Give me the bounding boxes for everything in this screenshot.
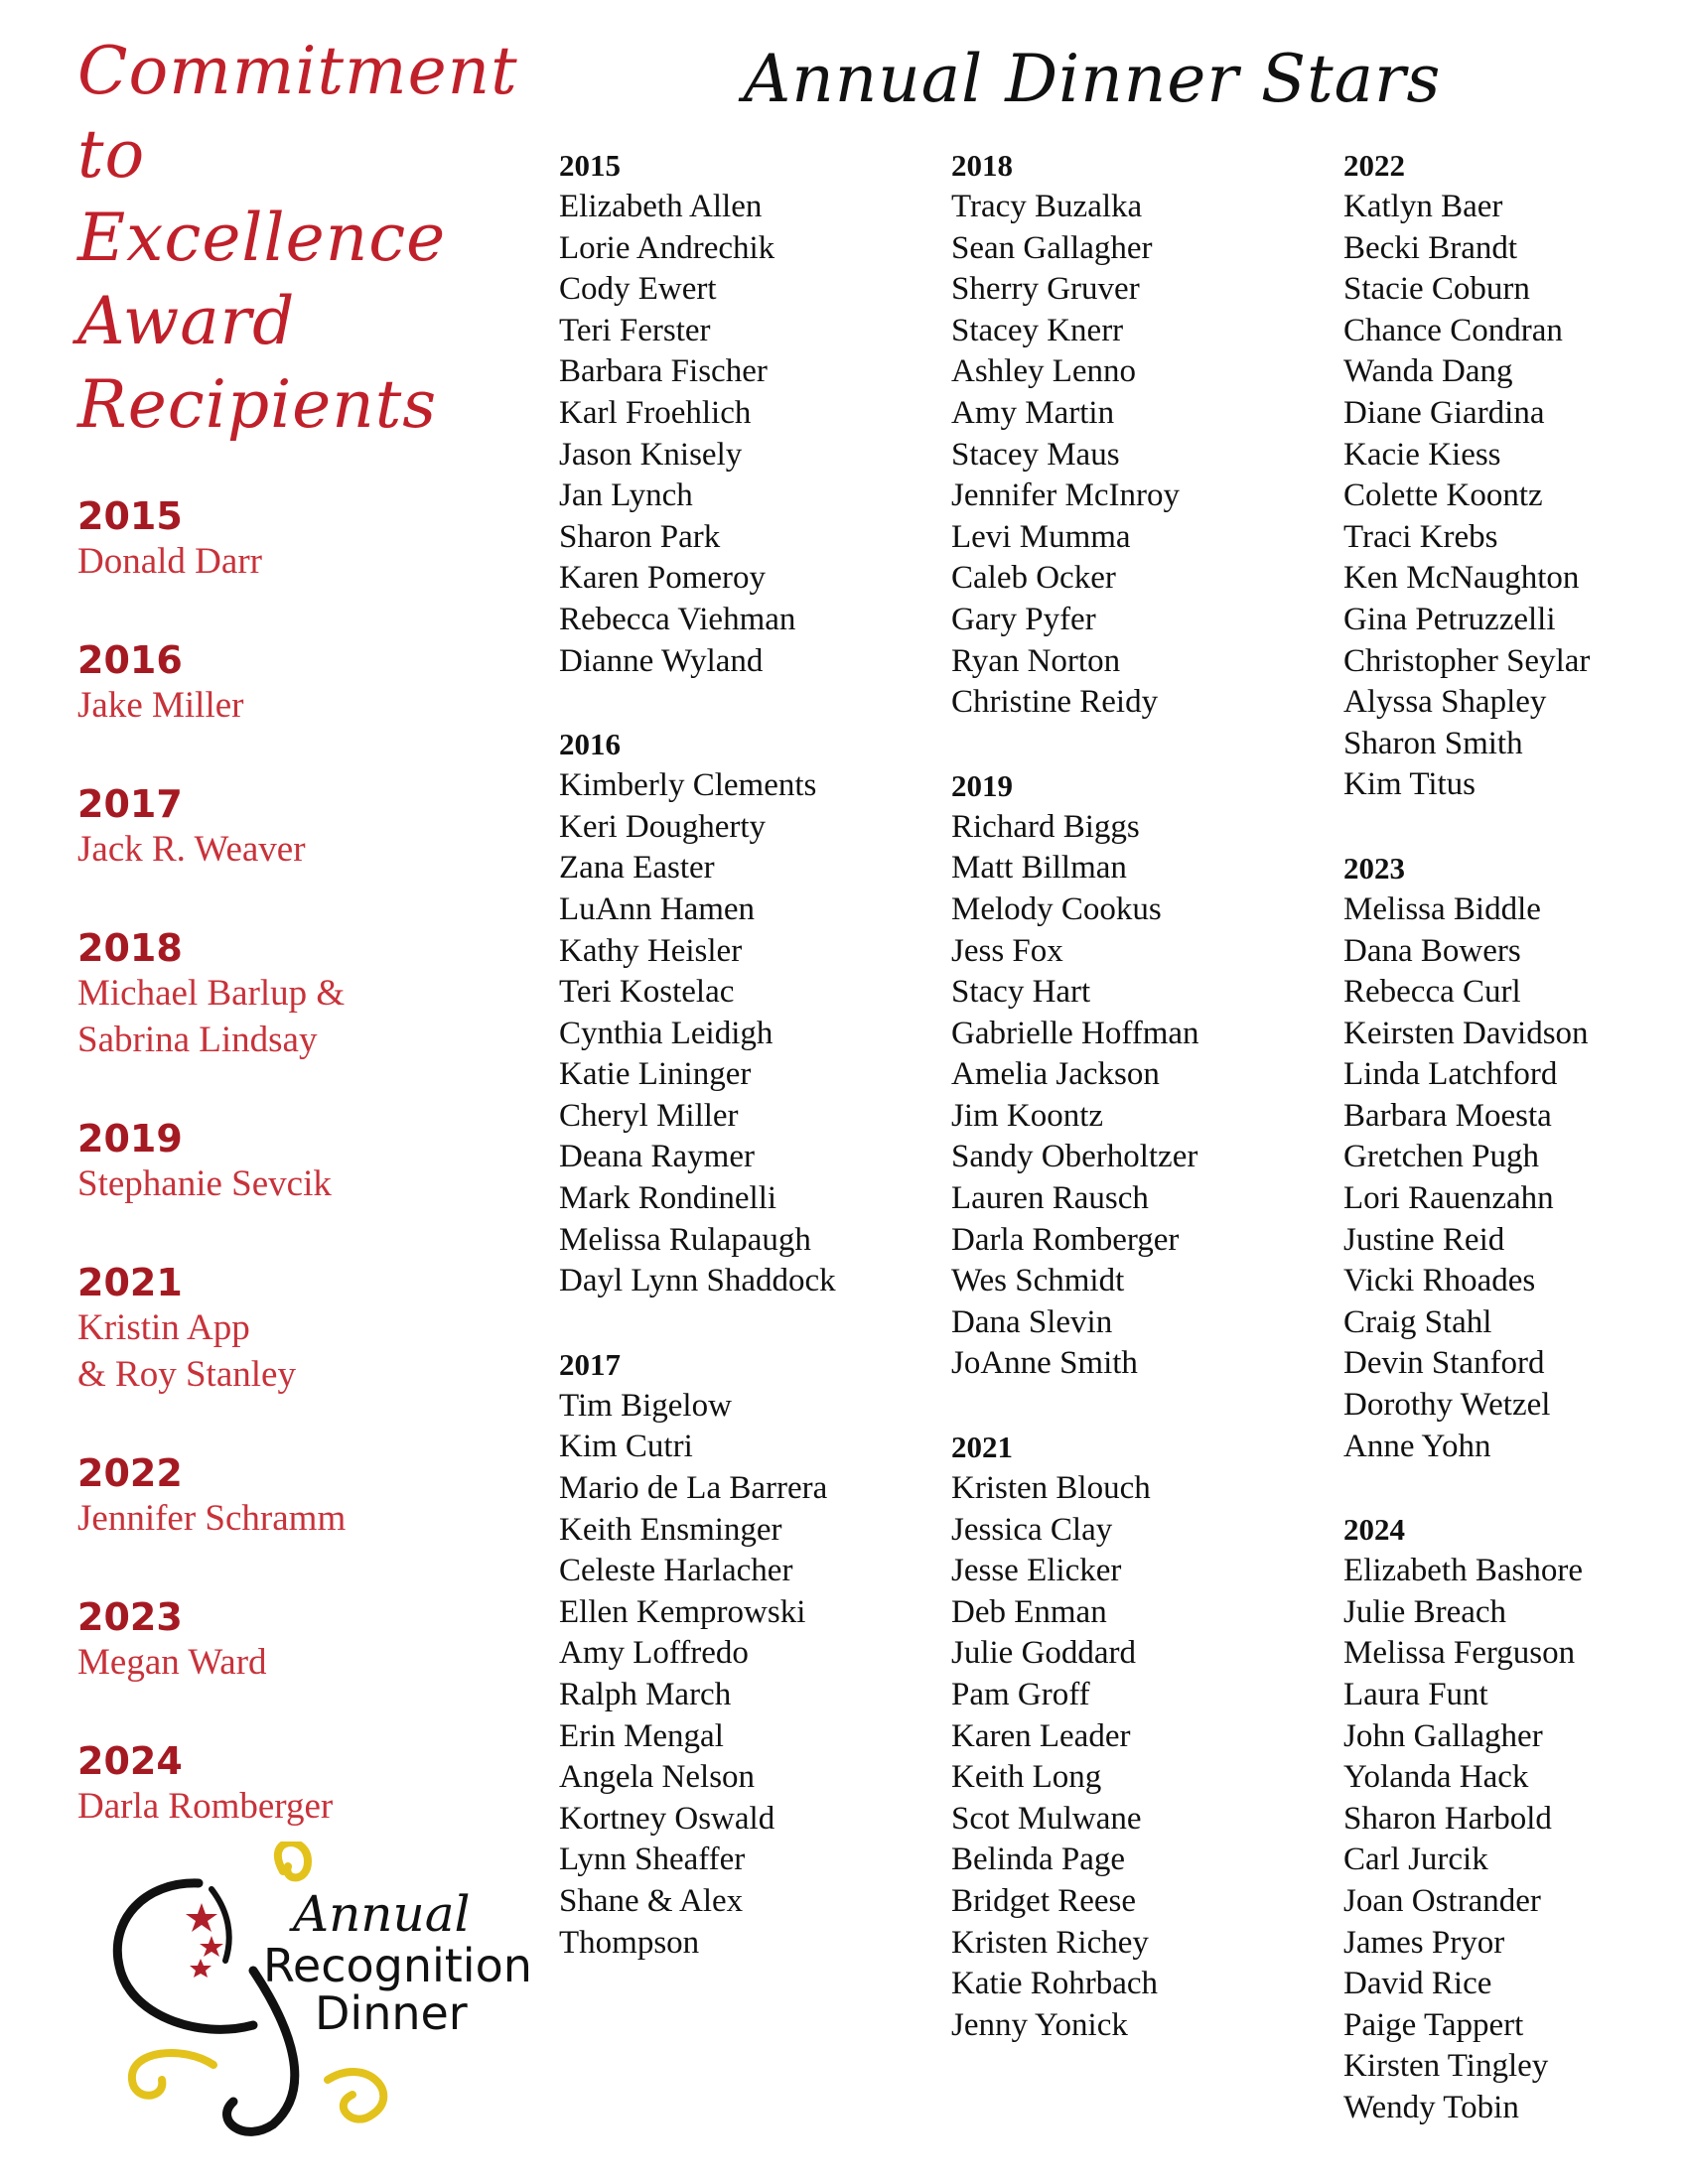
award-year: 2022 (77, 1451, 183, 1495)
star-name: Katie Lininger (559, 1056, 752, 1093)
recognition-dinner-logo (104, 1842, 541, 2149)
star-name: Pam Groff (951, 1677, 1090, 1712)
star-name: Jim Koontz (951, 1097, 1104, 1134)
star-name: Bridget Reese (951, 1882, 1137, 1919)
award-entry (77, 926, 514, 1063)
award-year: 2024 (77, 1739, 183, 1783)
name-list (559, 765, 936, 1302)
logo-star-icon (186, 1903, 217, 1932)
star-name: Barbara Moesta (1343, 1097, 1552, 1134)
star-name: Stacie Coburn (1343, 271, 1530, 308)
star-name: Erin Mengal (559, 1717, 724, 1754)
name-list (1343, 1551, 1688, 2128)
star-name: Sharon Harbold (1343, 1800, 1552, 1837)
star-name: Craig Stahl (1343, 1303, 1492, 1340)
star-name: Levi Mumma (951, 518, 1131, 555)
star-name: Dana Slevin (951, 1303, 1113, 1340)
star-name: Katie Rohrbach (951, 1966, 1159, 2002)
star-name: Matt Billman (951, 850, 1127, 887)
logo-annual-text: Annual (293, 1885, 471, 1943)
star-name: Carl Jurcik (1343, 1842, 1488, 1878)
award-title (77, 30, 518, 447)
logo-gold-swirl (278, 1843, 308, 1877)
award-year: 2017 (77, 782, 183, 826)
star-name: Dorothy Wetzel (1343, 1387, 1551, 1424)
star-name: Lori Rauenzahn (1343, 1180, 1554, 1217)
star-name: Caleb Ocker (951, 560, 1116, 597)
star-name: Amy Loffredo (559, 1635, 749, 1672)
star-name: Dianne Wyland (559, 642, 764, 679)
star-name: Deana Raymer (559, 1139, 755, 1175)
year-group-2024 (1343, 1509, 1688, 2128)
stars-column-3 (1343, 145, 1688, 2171)
star-name: Angela Nelson (559, 1759, 756, 1796)
year-group-2018 (951, 145, 1329, 724)
star-name: Jesse Elicker (951, 1553, 1122, 1589)
award-recipient (77, 826, 514, 873)
award-entry (77, 1451, 514, 1542)
star-name: Lauren Rausch (951, 1180, 1149, 1217)
award-recipient-line: Darla Romberger (77, 1786, 334, 1827)
star-name: Christine Reidy (951, 684, 1159, 721)
star-name: Dana Bowers (1343, 932, 1521, 969)
star-name: Kortney Oswald (559, 1800, 775, 1837)
star-name: Kristen Richey (951, 1924, 1149, 1961)
year-group-2022 (1343, 145, 1688, 806)
star-name: Celeste Harlacher (559, 1553, 793, 1589)
star-name: James Pryor (1343, 1924, 1505, 1961)
star-name: Kim Cutri (559, 1429, 693, 1465)
award-recipient-line: Sabrina Lindsay (77, 1020, 318, 1060)
star-name: Vicki Rhoades (1343, 1263, 1536, 1299)
year-group-2021 (951, 1427, 1329, 2046)
star-name: Teri Kostelac (559, 974, 735, 1011)
star-name: Dayl Lynn Shaddock (559, 1263, 836, 1299)
star-name: Amy Martin (951, 394, 1115, 431)
star-name: Ellen Kemprowski (559, 1593, 806, 1630)
star-name: Kim Titus (1343, 766, 1476, 803)
year-heading: 2018 (951, 148, 1013, 183)
year-heading: 2017 (559, 1346, 621, 1382)
star-name: Deb Enman (951, 1593, 1107, 1630)
name-list (559, 1386, 936, 1964)
star-name: Joan Ostrander (1343, 1882, 1541, 1919)
star-name: Ryan Norton (951, 642, 1121, 679)
award-title-line: Recipients (77, 366, 438, 443)
name-list (951, 807, 1329, 1385)
star-name: Lynn Sheaffer (559, 1842, 746, 1878)
award-recipient-line: Jake Miller (77, 685, 244, 726)
star-name: Rebecca Curl (1343, 974, 1521, 1011)
star-name: Linda Latchford (1343, 1056, 1558, 1093)
award-entry (77, 638, 514, 729)
star-name: Melissa Rulapaugh (559, 1221, 811, 1258)
logo-recognition-text: Recognition (263, 1939, 532, 1992)
star-name: John Gallagher (1343, 1717, 1543, 1754)
star-name: Melody Cookus (951, 890, 1162, 927)
star-name: Shane & Alex (559, 1882, 744, 1919)
star-name: Kristen Blouch (951, 1470, 1151, 1507)
logo-star-icon (190, 1959, 211, 1978)
award-recipient (77, 1783, 514, 1830)
star-name: Kimberly Clements (559, 767, 817, 804)
year-heading: 2015 (559, 148, 621, 183)
star-name: Ken McNaughton (1343, 560, 1580, 597)
star-name: Sherry Gruver (951, 271, 1140, 308)
star-name: Melissa Biddle (1343, 890, 1541, 927)
star-name: Gabrielle Hoffman (951, 1015, 1199, 1051)
star-name: Cynthia Leidigh (559, 1015, 774, 1051)
award-year: 2015 (77, 494, 183, 538)
year-group-2019 (951, 765, 1329, 1385)
award-recipient (77, 1495, 514, 1542)
star-name: Gary Pyfer (951, 601, 1096, 637)
year-heading: 2019 (951, 767, 1013, 803)
star-name: Yolanda Hack (1343, 1759, 1529, 1796)
name-list (951, 1468, 1329, 2046)
star-name: Jenny Yonick (951, 2006, 1128, 2043)
star-name: Thompson (559, 1924, 700, 1961)
star-name: Chance Condran (1343, 312, 1563, 348)
stars-column-2 (951, 145, 1329, 2088)
star-name: David Rice (1343, 1966, 1492, 2002)
star-name: Karen Leader (951, 1717, 1131, 1754)
star-name: Jan Lynch (559, 478, 693, 514)
star-name: Elizabeth Allen (559, 189, 763, 224)
year-heading: 2016 (559, 727, 621, 762)
star-name: Alyssa Shapley (1343, 684, 1547, 721)
award-recipient-line: & Roy Stanley (77, 1354, 296, 1395)
star-name: Zana Easter (559, 850, 715, 887)
star-name: Rebecca Viehman (559, 601, 796, 637)
award-recipient (77, 1160, 514, 1207)
star-name: Teri Ferster (559, 312, 711, 348)
star-name: Stacey Knerr (951, 312, 1124, 348)
star-name: Cheryl Miller (559, 1097, 739, 1134)
stars-column-1 (559, 145, 936, 2005)
star-name: Julie Breach (1343, 1593, 1507, 1630)
name-list (559, 187, 936, 682)
star-name: Belinda Page (951, 1842, 1126, 1878)
page-title: Annual Dinner Stars (743, 41, 1442, 117)
award-entry (77, 1595, 514, 1686)
award-recipient-line: Kristin App (77, 1307, 250, 1348)
star-name: Justine Reid (1343, 1221, 1505, 1258)
year-heading: 2023 (1343, 850, 1405, 886)
award-recipient-line: Stephanie Sevcik (77, 1163, 332, 1204)
award-recipient-line: Jennifer Schramm (77, 1498, 347, 1539)
year-group-2016 (559, 724, 936, 1302)
award-recipient (77, 682, 514, 729)
year-group-2015 (559, 145, 936, 682)
award-title-line: to Excellence (77, 116, 447, 276)
star-name: Jess Fox (951, 932, 1063, 969)
star-name: Sean Gallagher (951, 229, 1153, 266)
award-sidebar (77, 30, 518, 1883)
star-name: Jennifer McInroy (951, 478, 1181, 514)
star-name: Mark Rondinelli (559, 1180, 777, 1217)
star-name: Sandy Oberholtzer (951, 1139, 1198, 1175)
star-name: Darla Romberger (951, 1221, 1180, 1258)
award-title-line: Commitment (77, 33, 518, 109)
logo-gold-swirl (132, 2053, 213, 2096)
star-name: Kirsten Tingley (1343, 2048, 1549, 2085)
star-name: Jason Knisely (559, 436, 743, 473)
award-recipient-line: Megan Ward (77, 1642, 267, 1683)
logo-wordmark (263, 1885, 532, 2040)
star-name: Tim Bigelow (559, 1387, 732, 1424)
award-recipient-line: Michael Barlup & (77, 973, 346, 1014)
star-name: Keri Dougherty (559, 808, 767, 845)
award-title-line: Award (77, 283, 296, 359)
award-entry (77, 1739, 514, 1830)
star-name: Amelia Jackson (951, 1056, 1160, 1093)
logo-black-swirl (117, 1883, 253, 2029)
award-recipient-line: Donald Darr (77, 541, 262, 582)
star-name: Kathy Heisler (559, 932, 743, 969)
star-name: Cody Ewert (559, 271, 717, 308)
star-name: Karen Pomeroy (559, 560, 767, 597)
award-recipient-line: Jack R. Weaver (77, 829, 306, 870)
star-name: Ralph March (559, 1677, 732, 1712)
award-year: 2016 (77, 638, 183, 682)
star-name: Mario de La Barrera (559, 1470, 828, 1507)
star-name: Devin Stanford (1343, 1345, 1545, 1382)
star-name: Julie Goddard (951, 1635, 1137, 1672)
star-name: JoAnne Smith (951, 1345, 1138, 1382)
star-name: Laura Funt (1343, 1677, 1488, 1712)
star-name: Anne Yohn (1343, 1428, 1491, 1464)
logo-gold-swirl (328, 2072, 383, 2119)
award-entry (77, 494, 514, 585)
year-heading: 2021 (951, 1430, 1013, 1465)
award-recipient (77, 970, 514, 1063)
award-year: 2023 (77, 1595, 183, 1639)
star-name: Wendy Tobin (1343, 2089, 1519, 2125)
star-name: Keith Ensminger (559, 1511, 782, 1548)
name-list (1343, 889, 1688, 1467)
star-name: Elizabeth Bashore (1343, 1553, 1583, 1589)
award-year: 2019 (77, 1117, 183, 1160)
year-heading: 2024 (1343, 1512, 1405, 1548)
year-group-2017 (559, 1344, 936, 1964)
star-name: Sharon Park (559, 518, 721, 555)
star-name: Wanda Dang (1343, 353, 1513, 390)
award-entry (77, 1117, 514, 1207)
name-list (951, 187, 1329, 724)
star-name: Melissa Ferguson (1343, 1635, 1576, 1672)
award-year: 2018 (77, 926, 183, 970)
star-name: Becki Brandt (1343, 229, 1518, 266)
star-name: Stacy Hart (951, 974, 1091, 1011)
star-name: Scot Mulwane (951, 1800, 1142, 1837)
logo-dinner-text: Dinner (315, 1986, 468, 2040)
star-name: Stacey Maus (951, 436, 1120, 473)
star-name: Wes Schmidt (951, 1263, 1125, 1299)
star-name: Paige Tappert (1343, 2006, 1524, 2043)
star-name: Karl Froehlich (559, 394, 752, 431)
award-year: 2021 (77, 1261, 183, 1304)
star-name: Sharon Smith (1343, 725, 1523, 761)
star-name: Colette Koontz (1343, 478, 1543, 514)
star-name: Jessica Clay (951, 1511, 1113, 1548)
star-name: Keirsten Davidson (1343, 1015, 1589, 1051)
award-recipient (77, 538, 514, 585)
star-name: Barbara Fischer (559, 353, 768, 390)
award-recipient (77, 1639, 514, 1686)
star-name: Traci Krebs (1343, 518, 1498, 555)
star-name: Kacie Kiess (1343, 436, 1501, 473)
year-heading: 2022 (1343, 148, 1405, 183)
star-name: Katlyn Baer (1343, 189, 1503, 224)
year-group-2023 (1343, 848, 1688, 1467)
star-name: Gretchen Pugh (1343, 1139, 1540, 1175)
star-name: Ashley Lenno (951, 353, 1137, 390)
star-name: LuAnn Hamen (559, 890, 756, 927)
star-name: Gina Petruzzelli (1343, 601, 1556, 637)
award-list (77, 494, 514, 1830)
star-name: Diane Giardina (1343, 394, 1545, 431)
name-list (1343, 187, 1688, 806)
star-name: Tracy Buzalka (951, 189, 1143, 224)
logo-star-icon (200, 1936, 223, 1957)
star-name: Lorie Andrechik (559, 229, 775, 266)
star-name: Richard Biggs (951, 808, 1140, 845)
award-entry (77, 1261, 514, 1398)
award-entry (77, 782, 514, 873)
star-name: Keith Long (951, 1759, 1102, 1796)
award-recipient (77, 1304, 514, 1398)
star-name: Christopher Seylar (1343, 642, 1591, 679)
